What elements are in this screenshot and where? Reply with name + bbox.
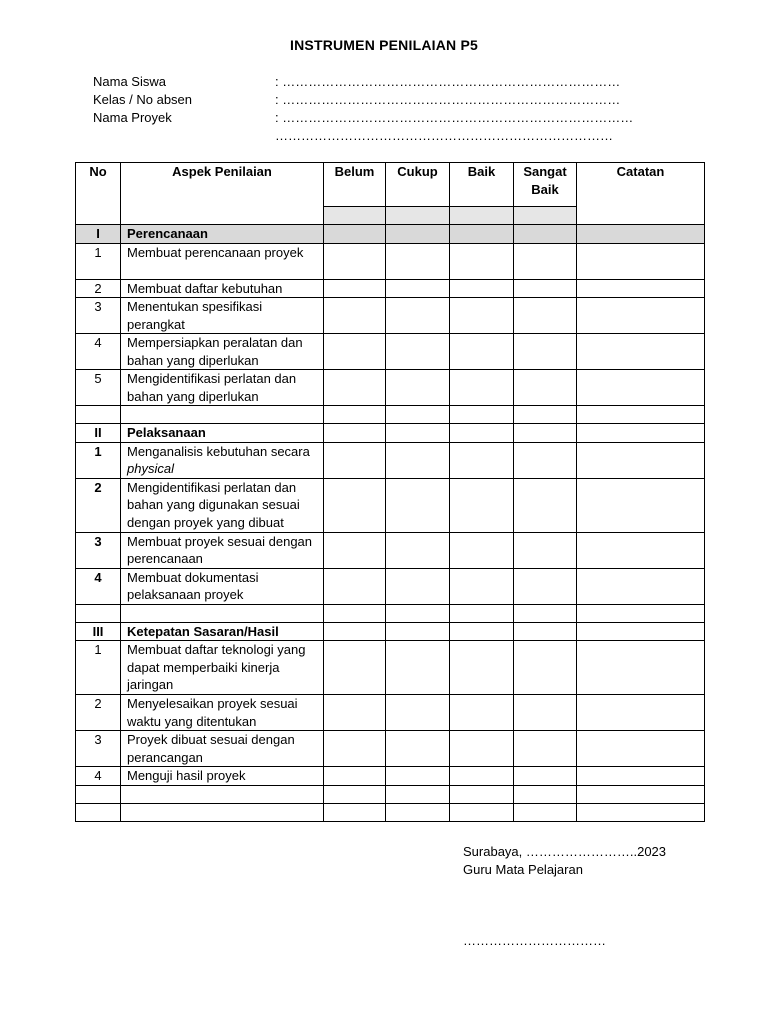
notes-cell bbox=[577, 424, 705, 443]
section-row bbox=[76, 622, 705, 641]
notes-cell[interactable] bbox=[577, 767, 705, 786]
score-cell-sangat-baik[interactable] bbox=[514, 478, 577, 532]
score-cell-baik[interactable] bbox=[450, 731, 514, 767]
score-cell-sangat-baik[interactable] bbox=[514, 568, 577, 604]
score-cell-cukup[interactable] bbox=[386, 532, 450, 568]
score-cell-belum[interactable] bbox=[324, 731, 386, 767]
item-aspect: Menyelesaikan proyek sesuai waktu yang ditentukan bbox=[121, 695, 324, 731]
header-shade-cell bbox=[450, 207, 514, 225]
blank-row bbox=[76, 604, 705, 622]
score-cell-baik[interactable] bbox=[450, 370, 514, 406]
score-cell-cukup bbox=[386, 225, 450, 244]
score-cell-cukup[interactable] bbox=[386, 641, 450, 695]
notes-cell[interactable] bbox=[577, 641, 705, 695]
row-aspect-cell bbox=[121, 604, 324, 622]
table-header-row bbox=[76, 163, 705, 207]
header-no: No bbox=[76, 163, 121, 225]
score-cell-sangat-baik[interactable] bbox=[514, 243, 577, 279]
item-number: 3 bbox=[76, 731, 121, 767]
item-number: 4 bbox=[76, 334, 121, 370]
info-label: Kelas / No absen bbox=[93, 92, 193, 107]
score-cell-baik[interactable] bbox=[450, 803, 514, 821]
row-no-cell bbox=[76, 803, 121, 821]
table-row bbox=[76, 334, 705, 370]
score-cell-belum[interactable] bbox=[324, 604, 386, 622]
section-title: Perencanaan bbox=[121, 225, 324, 244]
score-cell-sangat-baik[interactable] bbox=[514, 731, 577, 767]
score-cell-baik[interactable] bbox=[450, 334, 514, 370]
score-cell-cukup[interactable] bbox=[386, 370, 450, 406]
header-catatan: Catatan bbox=[577, 163, 705, 225]
score-cell-sangat-baik[interactable] bbox=[514, 370, 577, 406]
row-no-cell bbox=[76, 406, 121, 424]
info-value: : …………………………………………………………………… bbox=[275, 74, 621, 89]
item-number: 3 bbox=[76, 532, 121, 568]
score-cell-cukup bbox=[386, 424, 450, 443]
score-cell-belum[interactable] bbox=[324, 532, 386, 568]
item-number: 2 bbox=[76, 279, 121, 298]
score-cell-cukup bbox=[386, 622, 450, 641]
section-number: I bbox=[76, 225, 121, 244]
section-title: Pelaksanaan bbox=[121, 424, 324, 443]
notes-cell[interactable] bbox=[577, 604, 705, 622]
score-cell-belum bbox=[324, 424, 386, 443]
row-no-cell bbox=[76, 785, 121, 803]
notes-cell bbox=[577, 225, 705, 244]
header-shade-cell bbox=[386, 207, 450, 225]
table-row bbox=[76, 767, 705, 786]
row-aspect-cell bbox=[121, 406, 324, 424]
table-row bbox=[76, 370, 705, 406]
notes-cell[interactable] bbox=[577, 442, 705, 478]
score-cell-baik[interactable] bbox=[450, 604, 514, 622]
notes-cell[interactable] bbox=[577, 370, 705, 406]
score-cell-baik[interactable] bbox=[450, 785, 514, 803]
table-row bbox=[76, 243, 705, 279]
score-cell-cukup[interactable] bbox=[386, 785, 450, 803]
score-cell-sangat-baik[interactable] bbox=[514, 695, 577, 731]
item-aspect bbox=[121, 442, 324, 478]
score-cell-baik[interactable] bbox=[450, 767, 514, 786]
notes-cell[interactable] bbox=[577, 298, 705, 334]
notes-cell[interactable] bbox=[577, 478, 705, 532]
score-cell-cukup[interactable] bbox=[386, 803, 450, 821]
score-cell-cukup[interactable] bbox=[386, 731, 450, 767]
section-row bbox=[76, 225, 705, 244]
item-aspect: Proyek dibuat sesuai dengan perancangan bbox=[121, 731, 324, 767]
score-cell-belum[interactable] bbox=[324, 442, 386, 478]
section-title: Ketepatan Sasaran/Hasil bbox=[121, 622, 324, 641]
notes-cell[interactable] bbox=[577, 334, 705, 370]
score-cell-belum[interactable] bbox=[324, 298, 386, 334]
score-cell-belum[interactable] bbox=[324, 803, 386, 821]
item-number: 4 bbox=[76, 568, 121, 604]
notes-cell[interactable] bbox=[577, 785, 705, 803]
score-cell-cukup[interactable] bbox=[386, 478, 450, 532]
info-value: : …………………………………………………………………… bbox=[275, 92, 621, 107]
notes-cell[interactable] bbox=[577, 695, 705, 731]
signature-place-date: Surabaya, ……………………..2023 bbox=[463, 844, 667, 859]
header-shade-cell bbox=[514, 207, 577, 225]
notes-cell[interactable] bbox=[577, 532, 705, 568]
item-aspect: Membuat daftar teknologi yang dapat memperbaiki kinerja jaringan bbox=[121, 641, 324, 695]
score-cell-sangat-baik[interactable] bbox=[514, 406, 577, 424]
score-cell-cukup[interactable] bbox=[386, 243, 450, 279]
score-cell-baik bbox=[450, 424, 514, 443]
item-aspect: Membuat dokumentasi pelaksanaan proyek bbox=[121, 568, 324, 604]
score-cell-belum bbox=[324, 622, 386, 641]
table-row bbox=[76, 532, 705, 568]
score-cell-belum[interactable] bbox=[324, 767, 386, 786]
score-cell-sangat-baik[interactable] bbox=[514, 604, 577, 622]
score-cell-sangat-baik[interactable] bbox=[514, 298, 577, 334]
score-cell-cukup[interactable] bbox=[386, 279, 450, 298]
table-row bbox=[76, 731, 705, 767]
item-number: 2 bbox=[76, 478, 121, 532]
assessment-table bbox=[75, 162, 705, 822]
section-number: II bbox=[76, 424, 121, 443]
table-row bbox=[76, 298, 705, 334]
item-aspect: Membuat perencanaan proyek bbox=[121, 243, 324, 279]
notes-cell bbox=[577, 622, 705, 641]
score-cell-sangat-baik[interactable] bbox=[514, 279, 577, 298]
info-value: : ……………………………………………………………………… bbox=[275, 110, 634, 125]
notes-cell[interactable] bbox=[577, 803, 705, 821]
item-aspect-text: Menganalisis kebutuhan secara bbox=[127, 443, 310, 459]
score-cell-belum bbox=[324, 225, 386, 244]
score-cell-sangat-baik[interactable] bbox=[514, 334, 577, 370]
notes-cell[interactable] bbox=[577, 731, 705, 767]
info-label: Nama Proyek bbox=[93, 110, 172, 125]
score-cell-baik[interactable] bbox=[450, 442, 514, 478]
score-cell-baik[interactable] bbox=[450, 279, 514, 298]
blank-row bbox=[76, 785, 705, 803]
item-number: 1 bbox=[76, 442, 121, 478]
table-row bbox=[76, 641, 705, 695]
score-cell-cukup[interactable] bbox=[386, 298, 450, 334]
item-number: 2 bbox=[76, 695, 121, 731]
table-row bbox=[76, 695, 705, 731]
score-cell-belum[interactable] bbox=[324, 406, 386, 424]
score-cell-cukup[interactable] bbox=[386, 604, 450, 622]
header-shade-cell bbox=[324, 207, 386, 225]
header-sangat-baik: Sangat Baik bbox=[514, 163, 577, 207]
header-cukup: Cukup bbox=[386, 163, 450, 207]
section-number: III bbox=[76, 622, 121, 641]
score-cell-cukup[interactable] bbox=[386, 767, 450, 786]
score-cell-baik[interactable] bbox=[450, 478, 514, 532]
notes-cell[interactable] bbox=[577, 568, 705, 604]
item-aspect: Membuat proyek sesuai dengan perencanaan bbox=[121, 532, 324, 568]
info-value: …………………………………………………………………… bbox=[275, 128, 613, 143]
header-belum: Belum bbox=[324, 163, 386, 207]
score-cell-sangat-baik[interactable] bbox=[514, 767, 577, 786]
notes-cell[interactable] bbox=[577, 243, 705, 279]
blank-row bbox=[76, 803, 705, 821]
score-cell-belum[interactable] bbox=[324, 279, 386, 298]
score-cell-belum[interactable] bbox=[324, 641, 386, 695]
score-cell-sangat-baik bbox=[514, 622, 577, 641]
item-aspect: Mempersiapkan peralatan dan bahan yang diperlukan bbox=[121, 334, 324, 370]
score-cell-sangat-baik bbox=[514, 225, 577, 244]
item-number: 4 bbox=[76, 767, 121, 786]
info-label: Nama Siswa bbox=[93, 74, 166, 89]
score-cell-baik[interactable] bbox=[450, 532, 514, 568]
score-cell-belum[interactable] bbox=[324, 568, 386, 604]
item-aspect-italic-text: physical bbox=[127, 461, 174, 476]
item-aspect: Menentukan spesifikasi perangkat bbox=[121, 298, 324, 334]
table-row bbox=[76, 279, 705, 298]
score-cell-baik[interactable] bbox=[450, 641, 514, 695]
item-aspect: Membuat daftar kebutuhan bbox=[121, 279, 324, 298]
score-cell-cukup[interactable] bbox=[386, 568, 450, 604]
header-baik: Baik bbox=[450, 163, 514, 207]
signature-name-line: …………………………… bbox=[463, 933, 606, 948]
score-cell-sangat-baik[interactable] bbox=[514, 641, 577, 695]
table-row bbox=[76, 478, 705, 532]
row-aspect-cell bbox=[121, 785, 324, 803]
table-row bbox=[76, 442, 705, 478]
score-cell-belum[interactable] bbox=[324, 785, 386, 803]
item-number: 1 bbox=[76, 243, 121, 279]
item-aspect: Mengidentifikasi perlatan dan bahan yang diperlukan bbox=[121, 370, 324, 406]
score-cell-sangat-baik[interactable] bbox=[514, 532, 577, 568]
score-cell-cukup[interactable] bbox=[386, 406, 450, 424]
item-aspect: Mengidentifikasi perlatan dan bahan yang digunakan sesuai dengan proyek yang dibuat bbox=[121, 478, 324, 532]
blank-row bbox=[76, 406, 705, 424]
notes-cell[interactable] bbox=[577, 406, 705, 424]
row-aspect-cell bbox=[121, 803, 324, 821]
score-cell-cukup[interactable] bbox=[386, 442, 450, 478]
score-cell-baik bbox=[450, 225, 514, 244]
score-cell-sangat-baik[interactable] bbox=[514, 442, 577, 478]
section-row bbox=[76, 424, 705, 443]
score-cell-baik[interactable] bbox=[450, 298, 514, 334]
signature-role: Guru Mata Pelajaran bbox=[463, 862, 583, 877]
score-cell-cukup[interactable] bbox=[386, 334, 450, 370]
score-cell-baik[interactable] bbox=[450, 243, 514, 279]
document-title: INSTRUMEN PENILAIAN P5 bbox=[290, 37, 478, 53]
score-cell-baik bbox=[450, 622, 514, 641]
score-cell-belum[interactable] bbox=[324, 334, 386, 370]
score-cell-sangat-baik[interactable] bbox=[514, 803, 577, 821]
score-cell-sangat-baik bbox=[514, 424, 577, 443]
score-cell-belum[interactable] bbox=[324, 370, 386, 406]
score-cell-belum[interactable] bbox=[324, 478, 386, 532]
score-cell-baik[interactable] bbox=[450, 406, 514, 424]
row-no-cell bbox=[76, 604, 121, 622]
score-cell-baik[interactable] bbox=[450, 695, 514, 731]
score-cell-cukup[interactable] bbox=[386, 695, 450, 731]
score-cell-baik[interactable] bbox=[450, 568, 514, 604]
item-number: 1 bbox=[76, 641, 121, 695]
score-cell-sangat-baik[interactable] bbox=[514, 785, 577, 803]
score-cell-belum[interactable] bbox=[324, 695, 386, 731]
table-row bbox=[76, 568, 705, 604]
item-number: 5 bbox=[76, 370, 121, 406]
header-aspect: Aspek Penilaian bbox=[121, 163, 324, 225]
score-cell-belum[interactable] bbox=[324, 243, 386, 279]
item-aspect: Menguji hasil proyek bbox=[121, 767, 324, 786]
item-number: 3 bbox=[76, 298, 121, 334]
notes-cell[interactable] bbox=[577, 279, 705, 298]
